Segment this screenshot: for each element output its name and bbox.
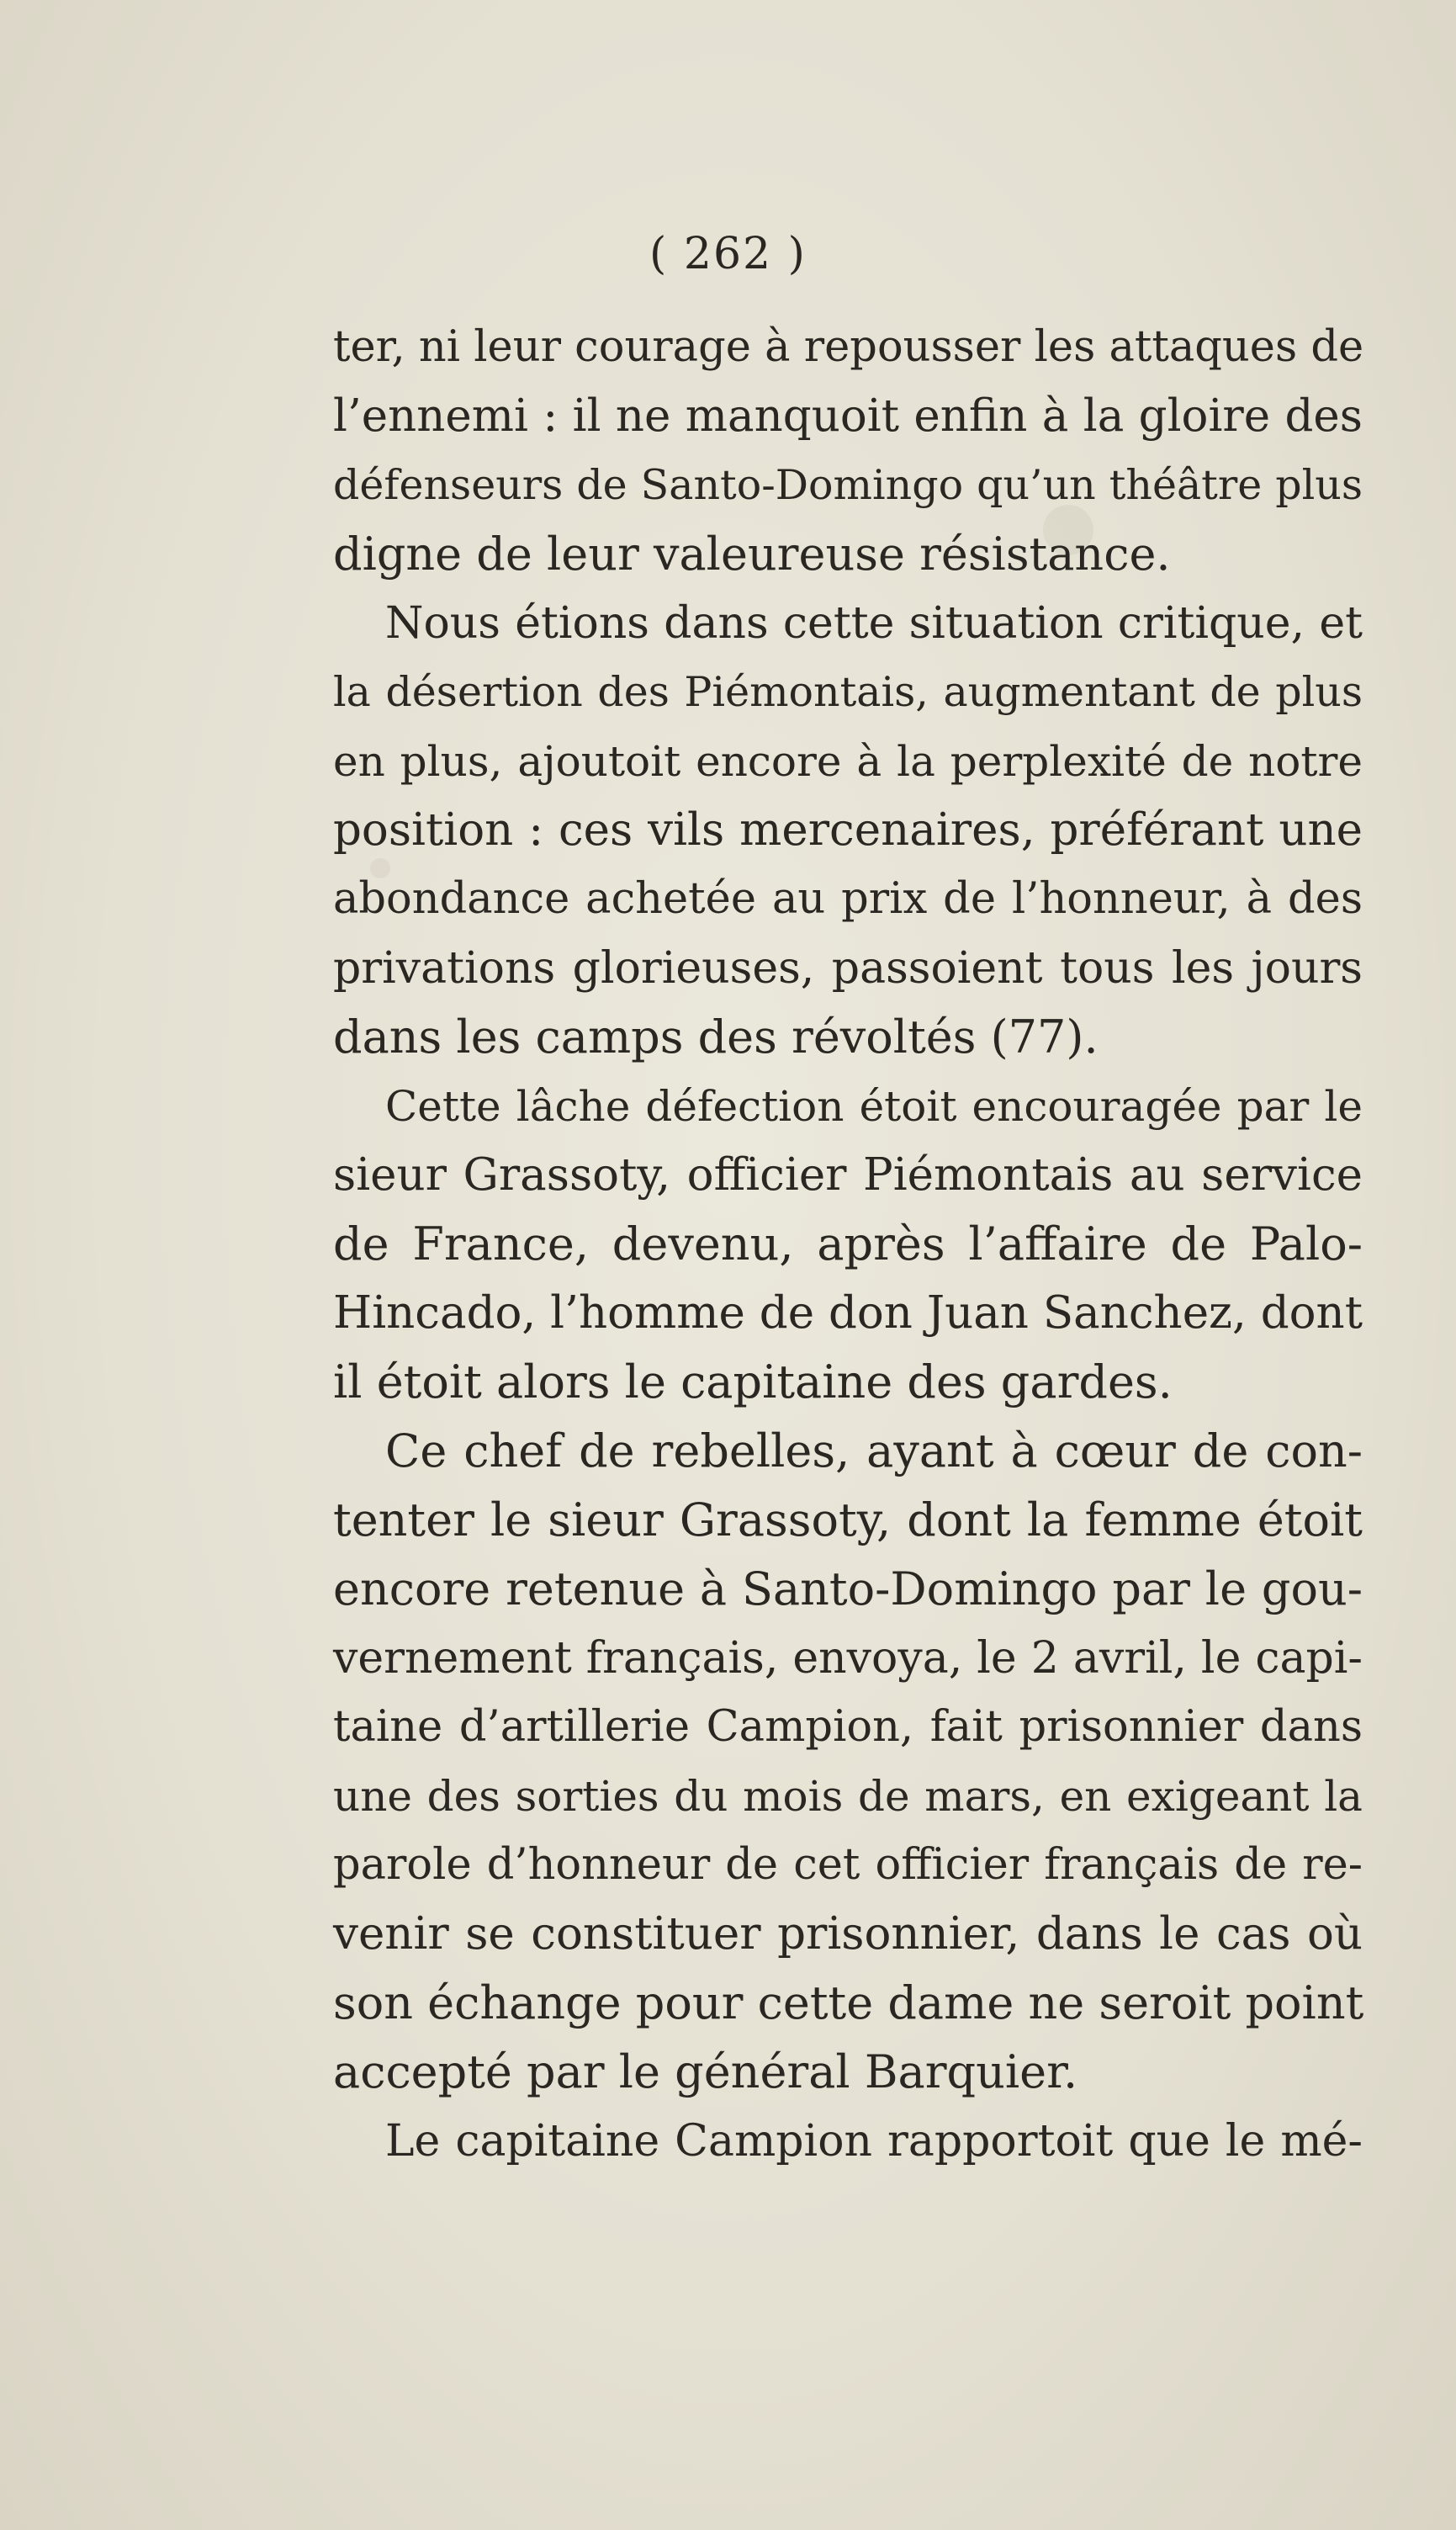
text-line: Cette lâche défection étoit encouragée par le <box>385 1082 1363 1131</box>
text-line: digne de leur valeureuse résistance. <box>333 528 1171 581</box>
text-line: de France, devenu, après l’affaire de Palo- <box>333 1217 1363 1270</box>
text-line: venir se constituer prisonnier, dans le cas où <box>333 1908 1363 1960</box>
text-line: son échange pour cette dame ne seroit point <box>333 1976 1364 2029</box>
text-line: Nous étions dans cette situation critique, et <box>385 598 1363 649</box>
text-line: position : ces vils mercenaires, préférant une <box>333 804 1363 856</box>
text-line: dans les camps des révoltés (77). <box>333 1010 1099 1063</box>
text-line: privations glorieuses, passoient tous les jours <box>333 943 1363 994</box>
text-line: défenseurs de Santo-Domingo qu’un théâtre plus <box>333 461 1363 509</box>
text-line: parole d’honneur de cet officier français de re- <box>333 1840 1363 1890</box>
text-line: Ce chef de rebelles, ayant à cœur de con- <box>385 1424 1363 1477</box>
text-line: vernement français, envoya, le 2 avril, le capi- <box>333 1633 1363 1684</box>
text-line: taine d’artillerie Campion, fait prisonnier dans <box>333 1702 1363 1752</box>
text-line: encore retenue à Santo-Domingo par le gou- <box>333 1562 1363 1615</box>
text-line: sieur Grassoty, officier Piémontais au service <box>333 1149 1363 1201</box>
text-line: Hincado, l’homme de don Juan Sanchez, dont <box>333 1287 1363 1339</box>
text-line: une des sorties du mois de mars, en exigeant la <box>333 1772 1363 1821</box>
text-line: accepté par le général Barquier. <box>333 2045 1078 2098</box>
text-line: il étoit alors le capitaine des gardes. <box>333 1355 1173 1408</box>
text-line: la désertion des Piémontais, augmentant de plus <box>333 668 1363 716</box>
text-line: tenter le sieur Grassoty, dont la femme étoit <box>333 1493 1363 1546</box>
body-text <box>333 313 1363 2176</box>
text-line: abondance achetée au prix de l’honneur, à des <box>333 874 1363 924</box>
text-line: Le capitaine Campion rapportoit que le mé- <box>385 2116 1363 2167</box>
text-line: l’ennemi : il ne manquoit enfin à la gloire des <box>333 390 1363 442</box>
text-line: ter, ni leur courage à repousser les attaques de <box>333 322 1364 372</box>
page-number: ( 262 ) <box>649 229 807 279</box>
text-line: en plus, ajoutoit encore à la perplexité de notre <box>333 737 1363 786</box>
